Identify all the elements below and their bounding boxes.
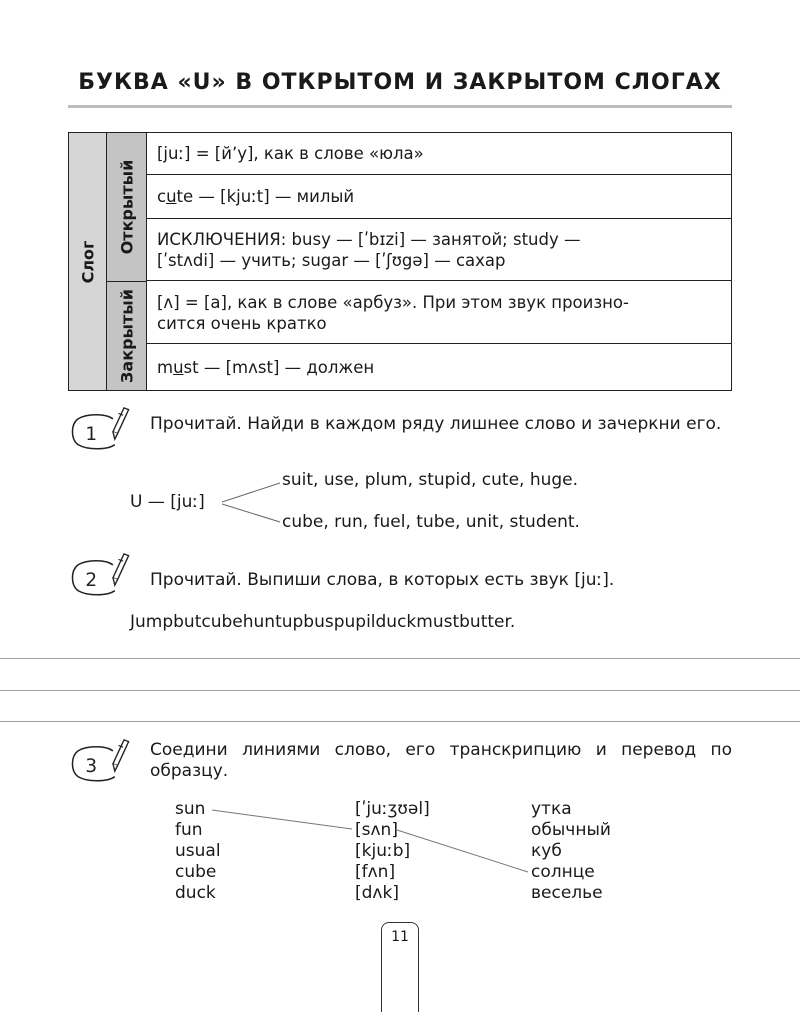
exercise-number: 3 <box>85 756 98 778</box>
page-number: 11 <box>381 922 419 1012</box>
exceptions-text: ИСКЛЮЧЕНИЯ: busy — [ʹbɪzi] — занятой; study — [ʹstʌdi] — учить; sugar — [ʹʃʊgə] — сахар <box>157 229 581 270</box>
list-item: веселье <box>531 883 603 903</box>
list-item: duck <box>175 883 216 903</box>
exercise2-instruction: Прочитай. Выпиши слова, в которых есть звук [juː]. <box>150 570 615 590</box>
list-item: [kjuːb] <box>355 841 411 861</box>
open-rule-text: [juː] = [йʼу], как в слове «юла» <box>157 144 424 163</box>
page-title: БУКВА «U» В ОТКРЫТОМ И ЗАКРЫТОМ СЛОГАХ <box>78 70 722 95</box>
exercise3-instruction: Соедини линиями слово, его транскрипцию и перевод по образцу. <box>150 740 732 781</box>
list-item: [ʹjuːʒʊəl] <box>355 799 430 819</box>
exercise1-instruction: Прочитай. Найди в каждом ряду лишнее слово и зачеркни его. <box>150 414 722 434</box>
word-row-1: suit, use, plum, stupid, cute, huge. <box>282 470 579 490</box>
list-item: обычный <box>531 820 611 840</box>
sound-root: U — [juː] <box>130 492 205 512</box>
open-example: cute — [kjuːt] — милый <box>157 187 355 206</box>
list-item: [fʌn] <box>355 862 396 882</box>
list-item: утка <box>531 799 572 819</box>
syllable-label: Слог <box>78 240 97 283</box>
list-item: fun <box>175 820 203 840</box>
list-item: [dʌk] <box>355 883 399 903</box>
list-item: usual <box>175 841 221 861</box>
list-item: sun <box>175 799 206 819</box>
list-item: куб <box>531 841 562 861</box>
closed-syllable-label: Закрытый <box>117 289 136 383</box>
closed-example: must — [mʌst] — должен <box>157 357 375 377</box>
letter-chain: Jumpbutcubehuntupbuspupilduckmustbutter. <box>130 612 516 632</box>
list-item: [sʌn] <box>355 820 398 840</box>
open-syllable-label: Открытый <box>117 159 136 255</box>
closed-rule-text: [ʌ] = [а], как в слове «арбуз». При этом звук произно- сится очень кратко <box>157 292 629 333</box>
list-item: солнце <box>531 862 595 882</box>
list-item: cube <box>175 862 217 882</box>
exercise-number: 1 <box>85 424 98 446</box>
exercise-number: 2 <box>85 570 98 592</box>
word-row-2: cube, run, fuel, tube, unit, student. <box>282 512 580 532</box>
